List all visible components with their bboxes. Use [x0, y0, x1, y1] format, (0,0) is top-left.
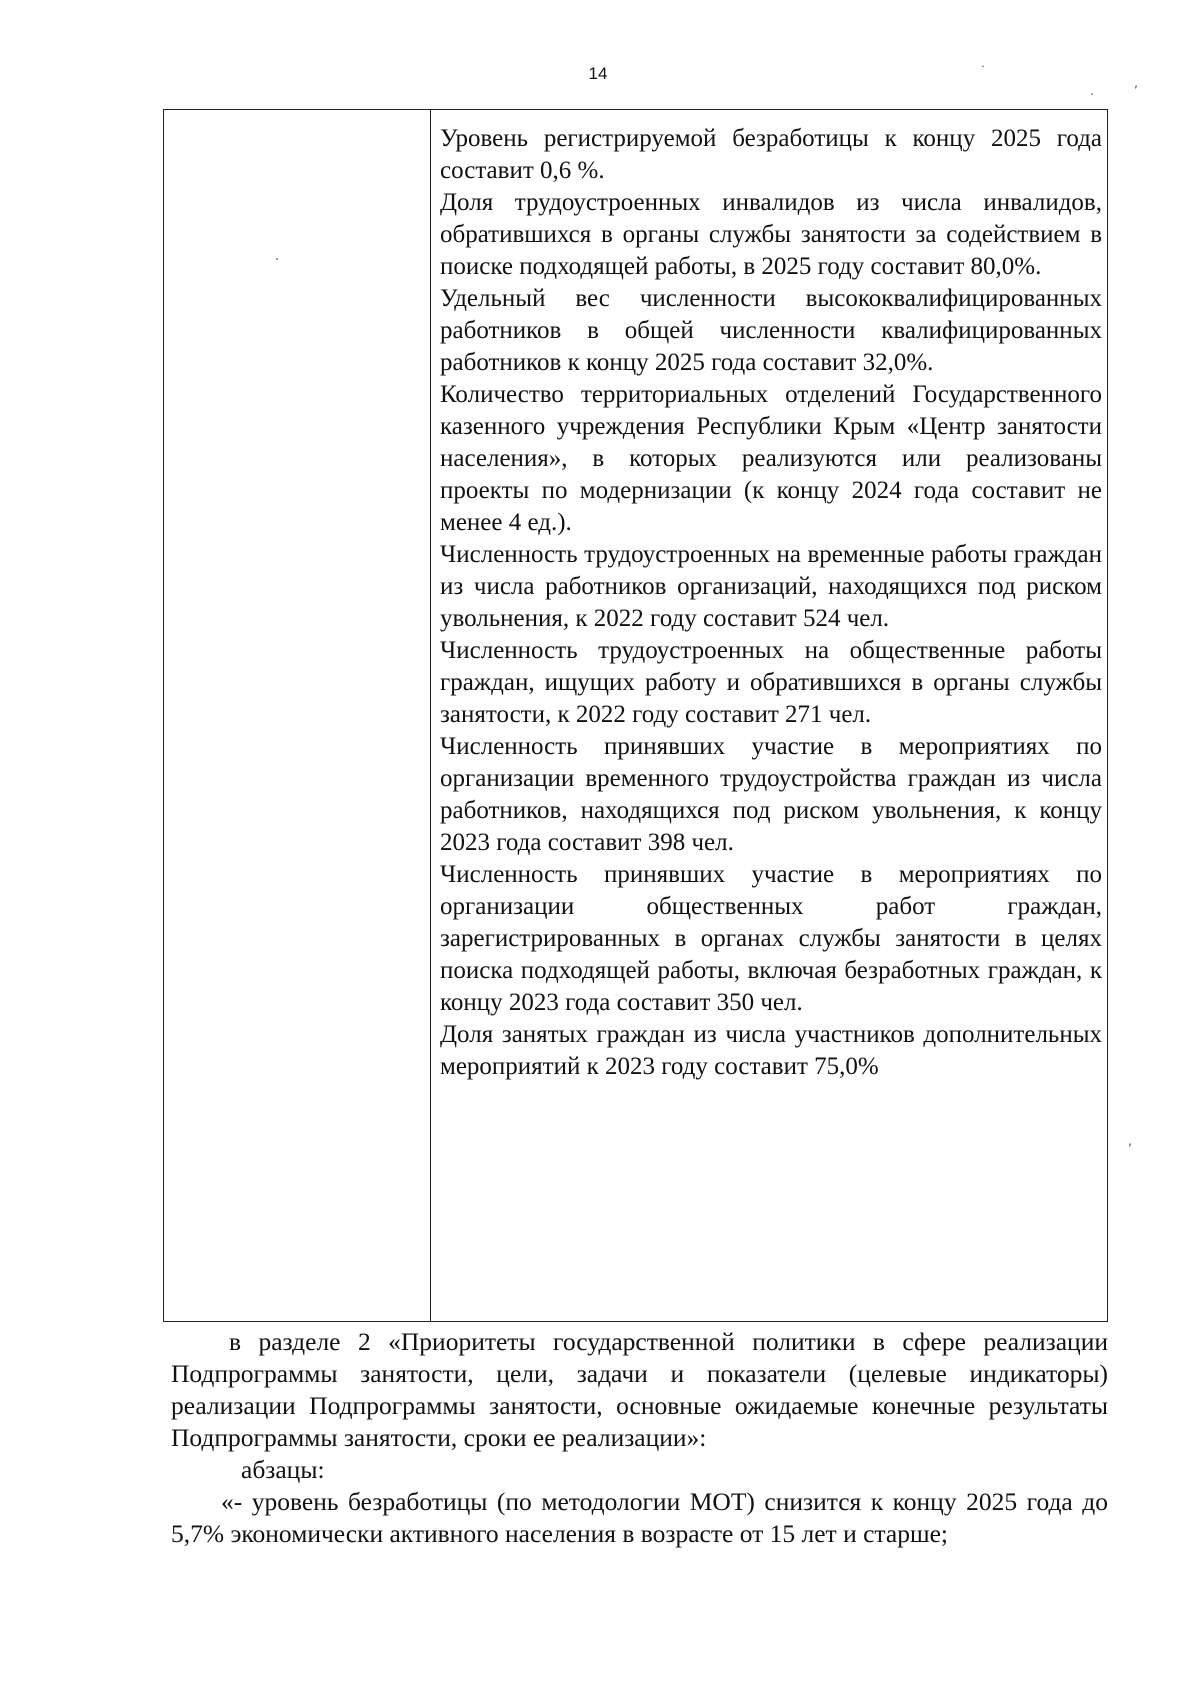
indicator-employed-participants: Доля занятых граждан из числа участников дополнительных мероприятий к 2023 году составит 75,0%: [440, 1021, 1102, 1080]
indicator-unemployment-rate: Уровень регистрируемой безработицы к концу 2025 года составит 0,6 %.: [440, 125, 1102, 184]
scan-speck: .: [1090, 84, 1094, 98]
indicator-temporary-measures: Численность принявших участие в мероприятиях по организации временного трудоустройства граждан из числа работников, находящихся под риском увольнения, к концу 2023 года составит 398 чел.: [440, 733, 1102, 856]
table-left-cell: [164, 110, 431, 1321]
indicator-public-work-measures: Численность принявших участие в мероприятиях по организации общественных работ граждан, зарегистрированных в органах службы занятости в целях поиска подходящей работы, включая безработных граждан, к концу 2023 года составит 350 чел.: [440, 861, 1102, 1016]
paragraphs-label: абзацы:: [241, 1455, 325, 1484]
table-right-cell: [431, 110, 1107, 1321]
indicators-table: [163, 109, 1108, 1322]
indicator-qualified-workers-share: Удельный вес численности высококвалифицированных работников в общей численности квалифицированных работников к концу 2025 года составит 32,0%.: [440, 285, 1102, 376]
section-2-paragraph: в разделе 2 «Приоритеты государственной политики в сфере реализации Подпрограммы занятости, цели, задачи и показатели (целевые индикаторы) реализации Подпрограммы занятости, основные ожидаемые конечные результаты Подпрограммы занятости, сроки ее реализации»:: [171, 1327, 1108, 1452]
unemployment-paragraph: «- уровень безработицы (по методологии МОТ) снизится к концу 2025 года до 5,7% экономически активного населения в возрасте от 15 лет и старше;: [171, 1487, 1108, 1548]
scan-speck: ‚: [1134, 76, 1138, 90]
indicator-modernized-branches: Количество территориальных отделений Государственного казенного учреждения Республики Крым «Центр занятости населения», в которых реализуются или реализованы проекты по модернизации (к концу 2024 года составит не менее 4 ед.).: [440, 381, 1102, 536]
indicator-public-work: Численность трудоустроенных на общественные работы граждан, ищущих работу и обратившихся в органы службы занятости, к 2022 году составит 271 чел.: [440, 637, 1102, 728]
indicator-disabled-employment: Доля трудоустроенных инвалидов из числа инвалидов, обратившихся в органы службы занятости за содействием в поиске подходящей работы, в 2025 году составит 80,0%.: [440, 189, 1102, 280]
document-body: [171, 1326, 1108, 1550]
scan-speck: ‚: [1128, 1134, 1132, 1148]
indicator-temporary-work: Численность трудоустроенных на временные работы граждан из числа работников организаций, находящихся под риском увольнения, к 2022 году составит 524 чел.: [440, 541, 1102, 632]
scan-speck: ˙: [980, 64, 986, 78]
scan-speck: [276, 258, 278, 260]
page-number: 14: [588, 64, 608, 83]
